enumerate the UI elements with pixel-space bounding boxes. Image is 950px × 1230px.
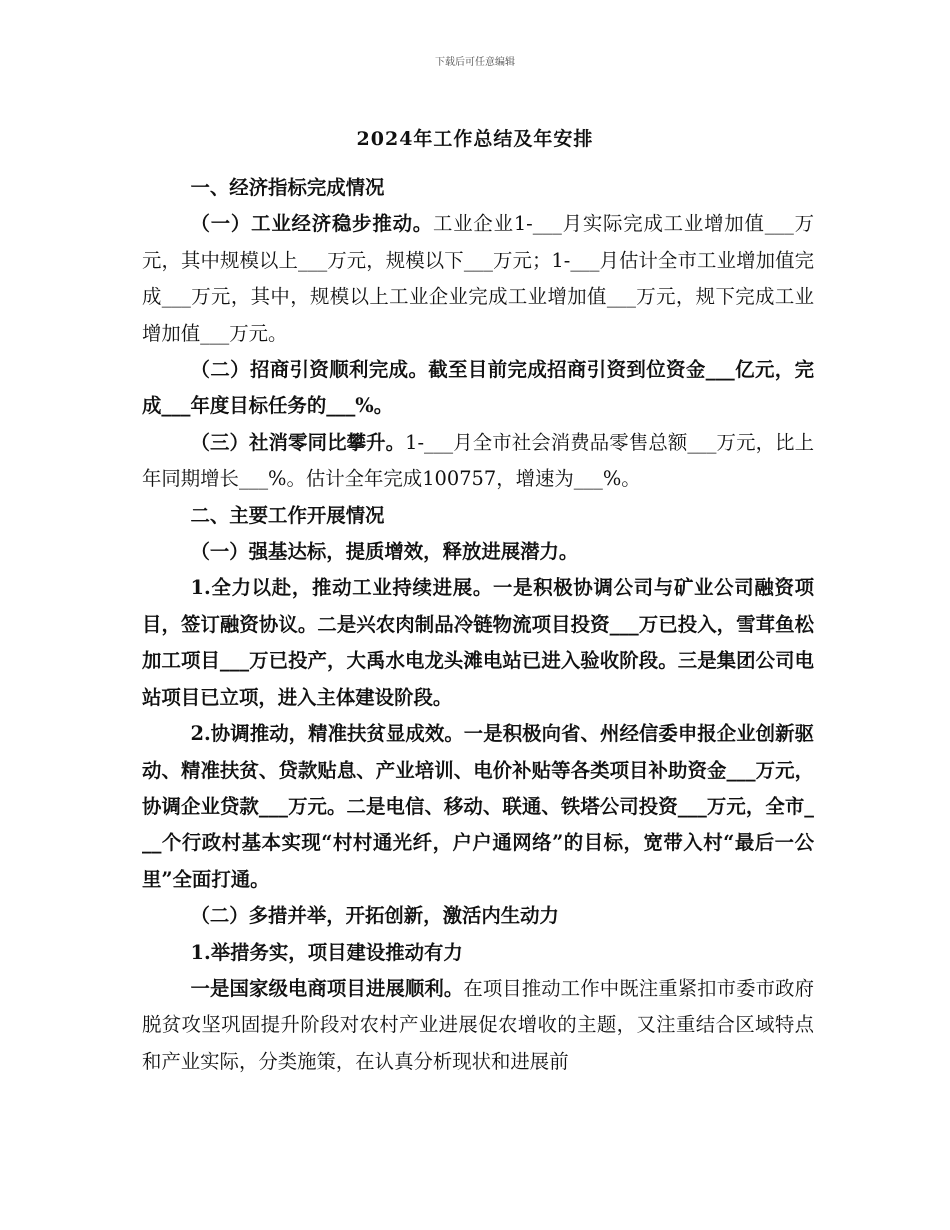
paragraph-industrial-economy [142, 206, 814, 352]
list-item-2: 2.协调推动，精准扶贫显成效。一是积极向省、州经信委申报企业创新驱动、精准扶贫、贷款贴息、产业培训、电价补贴等各类项目补助资金___万元，协调企业贷款___万元。二是电信、移动、联通、铁塔公司投资___万元，全市___个行政村基本实现“村村通光纤，户户通网络”的目标，宽带入村“最后一公里”全面打通。 [142, 722, 814, 891]
paragraph-text: 在项目推动工作中既注重紧扣市委市政府脱贫攻坚巩固提升阶段对农村产业进展促农增收的主题，又注重结合区域特点和产业实际，分类施策，在认真分析现状和进展前 [142, 976, 815, 1073]
subsection-heading-2: （二）多措并举，开拓创新，激活内生动力 [190, 904, 559, 928]
paragraph-retail-sales [142, 425, 814, 498]
document-body [142, 170, 814, 1080]
sub-item-1: 1.举措务实，项目建设推动有力 [190, 940, 463, 964]
paragraph-text: 工业企业1-___月实际完成工业增加值___万元，其中规模以上___万元，规模以下___万元；1-___月估计全市工业增加值完成___万元，其中，规模以上工业企业完成工业增加值___万元，规下完成工业增加值___万元。 [142, 212, 814, 345]
page-header: 下载后可任意编辑 [435, 57, 515, 68]
section-heading-1: 一、经济指标完成情况 [190, 176, 385, 199]
paragraph-investment: （二）招商引资顺利完成。截至目前完成招商引资到位资金___亿元，完成___年度目标任务的___%。 [142, 358, 814, 418]
paragraph-lead: 一是国家级电商项目进展顺利。 [190, 976, 464, 1000]
subsection-heading-1: （一）强基达标，提质增效，释放进展潜力。 [190, 540, 579, 564]
paragraph-lead: （一）工业经济稳步推动。 [190, 212, 433, 236]
paragraph-ecommerce [142, 971, 814, 1080]
list-item-1: 1.全力以赴，推动工业持续进展。一是积极协调公司与矿业公司融资项目，签订融资协议。二是兴农肉制品冷链物流项目投资___万已投入，雪茸鱼松加工项目___万已投产，大禹水电龙头滩电站已进入验收阶段。三是集团公司电站项目已立项，进入主体建设阶段。 [142, 576, 814, 709]
paragraph-text: 1-___月全市社会消费品零售总额___万元，比上年同期增长___%。估计全年完成100757，增速为___%。 [142, 430, 814, 491]
section-heading-2: 二、主要工作开展情况 [190, 503, 385, 527]
document-title: 2024年工作总结及年安排 [356, 128, 594, 150]
paragraph-lead: （三）社消零同比攀升。 [190, 430, 406, 454]
